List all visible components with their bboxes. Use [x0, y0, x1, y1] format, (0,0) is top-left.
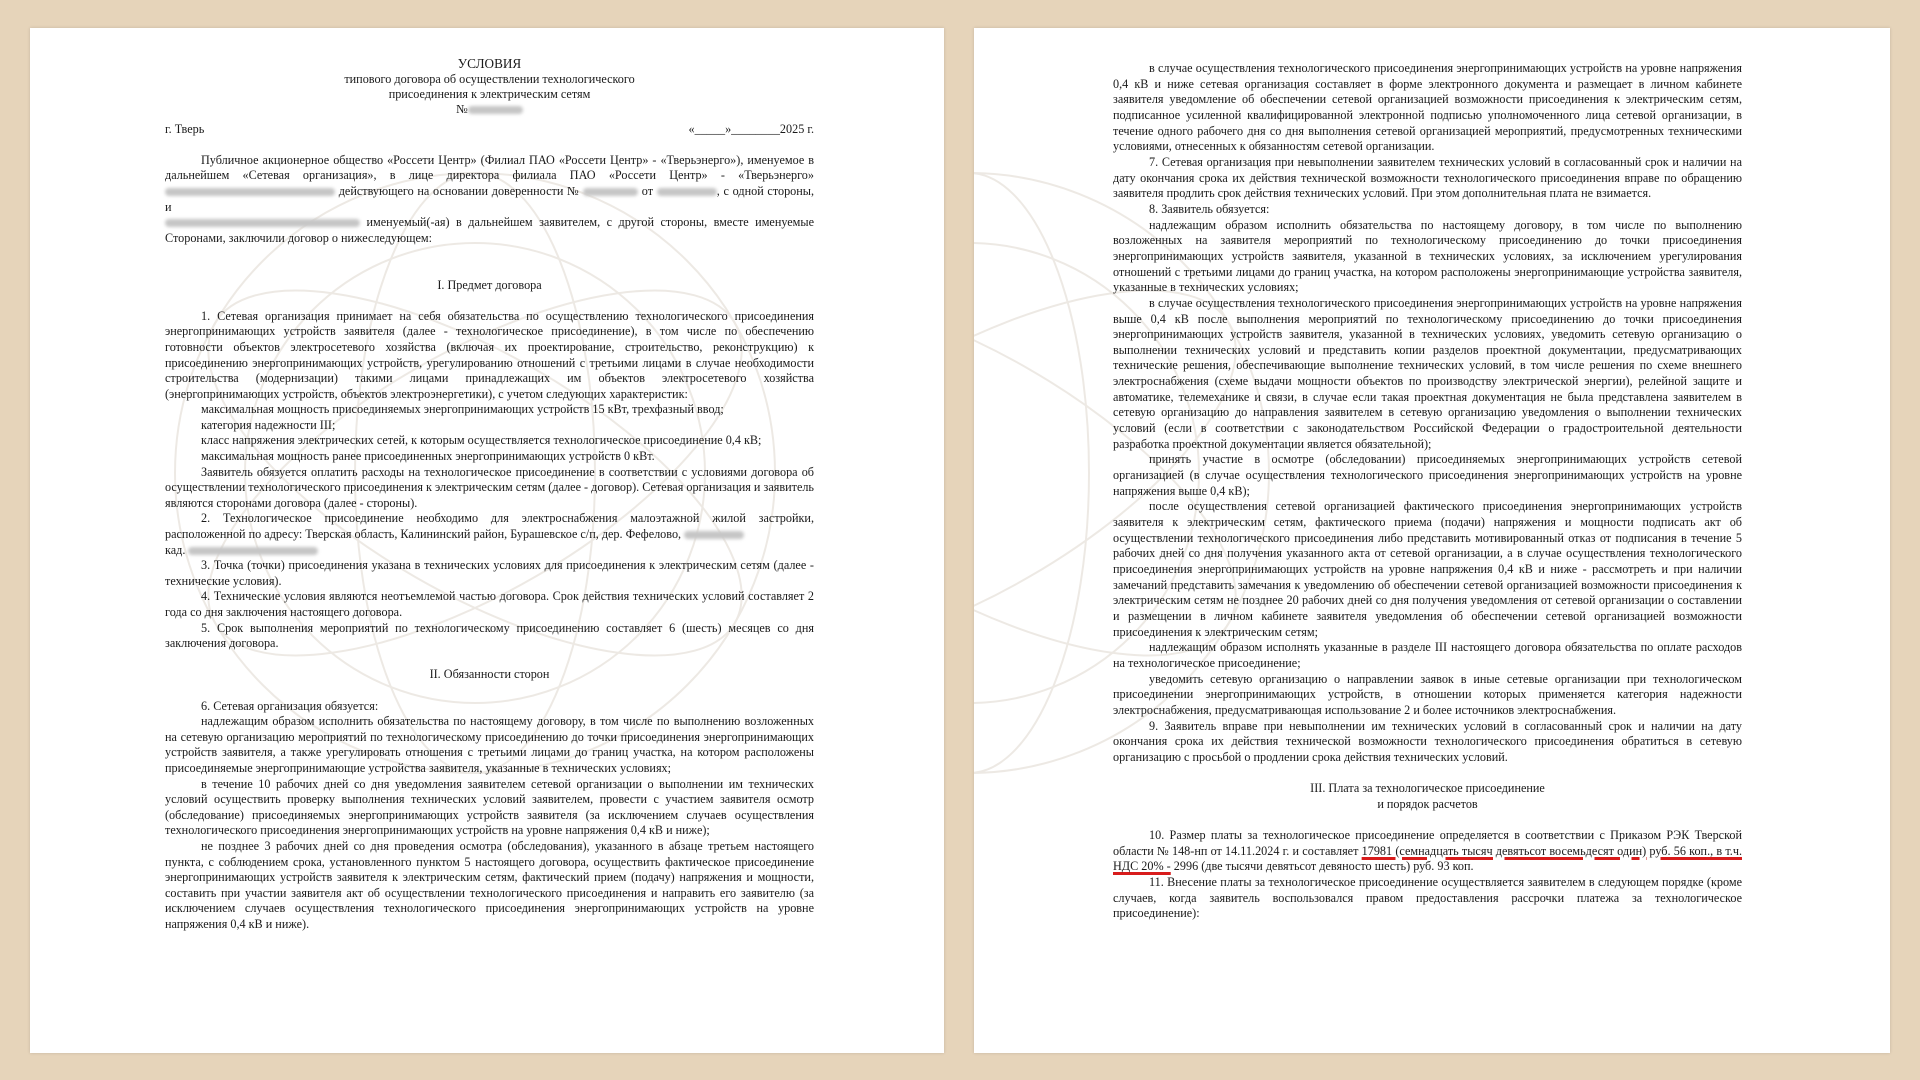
redacted-number [468, 106, 523, 114]
document-subtitle: типового договора об осуществлении технологического [344, 72, 635, 86]
section-heading: II. Обязанности сторон [429, 667, 550, 682]
document-page-2 [974, 28, 1890, 1053]
document-page-1 [30, 28, 944, 1053]
contract-date: «_____»________2025 г. [688, 121, 814, 136]
clause-paragraph: 7. Сетевая организация при невыполнении заявителем технических условий в согласованный срок и наличии на дату окончания срока их действия технической возможности технологического присоединения вправе по обращению заявителя продлить срок действия технических условий. При этом дополнительная плата не взимается. [1113, 154, 1742, 201]
clause-paragraph: в течение 10 рабочих дней со дня уведомления заявителем сетевой организации о выполнении им технических условий осуществить проверку выполнения технических условий заявителем, провести с участием заявителя осмотр (обследование) присоединяемых энергопринимающих устройств заявителя (за исключением случаев осуществления технологического присоединения энергопринимающих устройств на уровне напряжения 0,4 кВ и ниже); [165, 776, 814, 838]
clause-paragraph: категория надежности III; [201, 417, 336, 432]
clause-paragraph: 2. Технологическое присоединение необходимо для электроснабжения малоэтажной жилой застройки, расположенной по адресу: Тверская область, Калининский район, Бурашевское с/п, дер. Фефелово, кад. [165, 511, 814, 557]
place-date-row [165, 122, 814, 138]
clause-paragraph: надлежащим образом исполнять указанные в разделе III настоящего договора обязательства по оплате расходов на технологическое присоединение; [1113, 640, 1742, 670]
section-heading: I. Предмет договора [437, 277, 542, 292]
clause-paragraph: не позднее 3 рабочих дней со дня проведения осмотра (обследования), указанного в абзаце третьем настоящего пункта, с соблюдением срока, установленного пунктом 5 настоящего договора, осуществить фактическое присоединение энергопринимающих устройств заявителя к электрическим сетям, фактический прием (подачу) напряжения и мощности, составить при участии заявителя акт об осуществлении технологического присоединения и направить его заявителю (за исключением случаев осуществления технологического присоединения энергопринимающих устройств на уровне напряжения 0,4 кВ и ниже). [165, 838, 814, 931]
clause-paragraph: класс напряжения электрических сетей, к которым осуществляется технологическое присоединение 0,4 кВ; [201, 433, 762, 448]
section-heading: III. Плата за технологическое присоединение [1310, 781, 1545, 796]
redacted-name [165, 219, 360, 227]
document-title: УСЛОВИЯ [457, 56, 522, 71]
clause-paragraph: надлежащим образом исполнить обязательства по настоящему договору, в том числе по выполнению возложенных на заявителя мероприятий по технологическому присоединению до точки присоединения энергопринимающих устройств заявителя, указанной в технических условиях, за исключением урегулирования отношений с третьими лицами до границ участка, на котором расположены энергопринимающие устройства заявителя, указанные в технических условиях; [1113, 217, 1742, 295]
clause-paragraph: 1. Сетевая организация принимает на себя обязательства по осуществлению технологического присоединения энергопринимающих устройств заявителя (далее - технологическое присоединение), в том числе по обеспечению готовности объектов электросетевого хозяйства (включая их проектирование, строительство, реконструкцию) к присоединению энергопринимающих устройств, урегулированию отношений с третьими лицами в случае необходимости строительства (модернизации) такими лицами принадлежащих им объектов электросетевого хозяйства (энергопринимающих устройств, объектов электроэнергетики), с учетом следующих характеристик: [165, 308, 814, 401]
clause-paragraph: максимальная мощность присоединяемых энергопринимающих устройств 15 кВт, трехфазный ввод; [201, 402, 724, 417]
redacted-address [684, 531, 744, 539]
clause-paragraph: 9. Заявитель вправе при невыполнении им технических условий в согласованный срок и наличии на дату окончания срока их действия технической возможности технологического присоединения обратиться в сетевую организацию с просьбой о продлении срока действия технических условий. [1113, 718, 1742, 764]
city: г. Тверь [165, 121, 205, 136]
redacted-name [165, 188, 335, 196]
price-highlight: 17981 (семнадцать тысяч девятьсот восемьдесят один) руб. 56 коп., в т.ч. НДС 20% - [1113, 843, 1742, 874]
payment-clause: 10. Размер платы за технологическое присоединение определяется в соответствии с Приказом РЭК Тверской области № 148-нп от 14.11.2024 г. и составляет 17981 (семнадцать тысяч девятьсот восемьдесят один) руб. 56 коп., в т.ч. НДС 20% - 2996 (две тысячи девятьсот девяносто шесть) руб. 93 коп. [1113, 828, 1742, 874]
clause-paragraph: в случае осуществления технологического присоединения энергопринимающих устройств на уровне напряжения 0,4 кВ и ниже сетевая организация составляет в форме электронного документа и размещает в личном кабинете заявителя уведомление об обеспечении сетевой организацией возможности присоединения к электрическим сетям, подписанное усиленной квалифицированной электронной подписью уполномоченного лица сетевой организации, в течение одного рабочего дня со дня выполнения сетевой организацией мероприятий, предусмотренных техническими условиями, отнесенных к обязанностям сетевой организации. [1113, 61, 1742, 154]
redacted-date [657, 188, 717, 196]
clause-paragraph: 8. Заявитель обязуется: [1149, 201, 1270, 216]
clause-paragraph: 5. Срок выполнения мероприятий по технологическому присоединению составляет 6 (шесть) месяцев со дня заключения договора. [165, 620, 814, 651]
clause-paragraph: 6. Сетевая организация обязуется: [201, 698, 379, 713]
intro-paragraph: Публичное акционерное общество «Россети Центр» (Филиал ПАО «Россети Центр» - «Тверьэнерго»), именуемое в дальнейшем «Сетевая организация», в лице директора филиала ПАО «Россети Центр» - «Тверьэнерго» действующего на основании доверенности № от , с одной стороны, и именуемый(-ая) в дальнейшем заявителем, с другой стороны, вместе именуемые Сторонами, заключили договор о нижеследующем: [165, 152, 815, 245]
document-subtitle: присоединения к электрическим сетям [388, 87, 591, 101]
clause-paragraph: после осуществления сетевой организацией фактического присоединения энергопринимающих устройств заявителя к электрическим сетям, фактического приема (подачи) напряжения и мощности подписать акт об осуществлении технологического присоединения либо представить мотивированный отказ от подписания в течение 5 рабочих дней со дня получения указанного акта от сетевой организации, а в случае осуществления технологического присоединения энергопринимающих устройств на уровне напряжения 0,4 кВ и ниже - рассмотреть и при наличии замечаний представить замечания к уведомлению об обеспечении сетевой организацией возможности присоединения к электрическим сетям не позднее 20 рабочих дней со дня получения уведомления от сетевой организации о составлении и размещении в личном кабинете заявителя уведомления об обеспечении сетевой организацией возможности присоединения к электрическим сетям; [1113, 499, 1742, 639]
section-heading: и порядок расчетов [1377, 796, 1478, 811]
redacted-cadastral-number [188, 547, 318, 555]
clause-paragraph: в случае осуществления технологического присоединения энергопринимающих устройств на уровне напряжения выше 0,4 кВ после выполнения мероприятий по технологическому присоединению до точки присоединения энергопринимающих устройств заявителя, указанной в технических условиях, уведомить сетевую организацию о выполнении технических условий и представить копии разделов проектной документации, предусматривающих технические решения, обеспечивающие выполнение технических условий, в том числе решения по схеме внешнего электроснабжения (схеме выдачи мощности объектов по производству электрической энергии), релейной защите и автоматике, телемеханике и связи, в случае если такая проектная документация не была представлена заявителем в сетевую организацию до направления заявителем в сетевую организацию уведомления о выполнении технических условий (если в соответствии с законодательством Российской Федерации о градостроительной деятельности разработка проектной документации является обязательной); [1113, 295, 1742, 451]
clause-paragraph: 3. Точка (точки) присоединения указана в технических условиях для присоединения к электрическим сетям (далее - технические условия). [165, 558, 814, 588]
clause-paragraph: надлежащим образом исполнить обязательства по настоящему договору, в том числе по выполнению возложенных на сетевую организацию мероприятий по технологическому присоединению до точки присоединения энергопринимающих устройств заявителя, а также урегулировать отношения с третьими лицами до границ участка, на котором расположены присоединяемые энергопринимающие устройства заявителя, указанные в технических условиях; [165, 714, 814, 775]
clause-paragraph: уведомить сетевую организацию о направлении заявок в иные сетевые организации при технологическом присоединении энергопринимающих устройств, в отношении которых применяется категория надежности электроснабжения, предусматривающая использование 2 и более источников электроснабжения. [1113, 671, 1742, 717]
clause-paragraph: 4. Технические условия являются неотъемлемой частью договора. Срок действия технических условий составляет 2 года со дня заключения настоящего договора. [165, 589, 814, 619]
contract-number: № [165, 102, 814, 118]
clause-paragraph: принять участие в осмотре (обследовании) присоединяемых энергопринимающих устройств сетевой организацией (в случае осуществления технологического присоединения энергопринимающих устройств на уровне напряжения выше 0,4 кВ); [1113, 452, 1742, 498]
clause-paragraph: 11. Внесение платы за технологическое присоединение осуществляется заявителем в следующем порядке (кроме случаев, когда заявитель воспользовался правом предоставления рассрочки платежа за технологическое присоединение): [1113, 875, 1742, 921]
clause-paragraph: Заявитель обязуется оплатить расходы на технологическое присоединение в соответствии с условиями договора об осуществлении технологического присоединения к электрическим сетям (далее - договор). Сетевая организация и заявитель являются сторонами договора (далее - стороны). [165, 464, 814, 510]
redacted-number [583, 188, 638, 196]
clause-paragraph: максимальная мощность ранее присоединенных энергопринимающих устройств 0 кВт. [201, 449, 655, 464]
